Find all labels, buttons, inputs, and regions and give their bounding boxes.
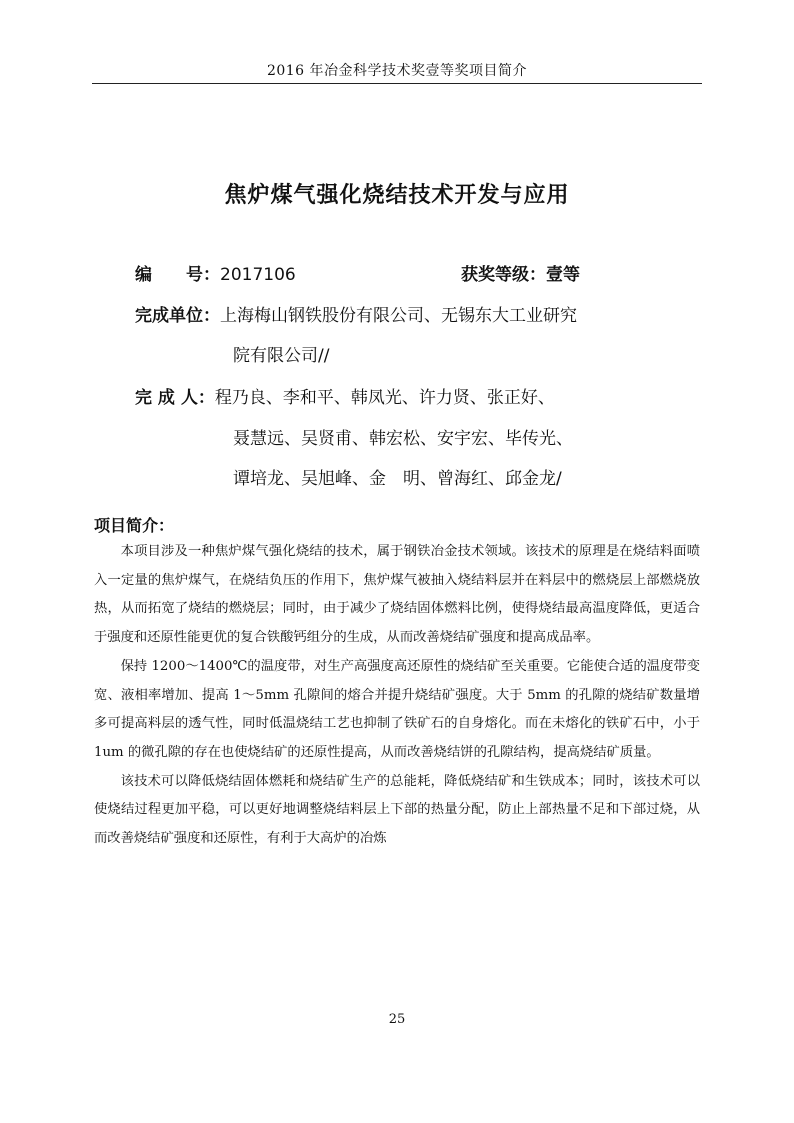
people-line-3: 谭培龙、吴旭峰、金 明、曾海红、邱金龙/ <box>233 469 562 489</box>
section-body <box>94 538 700 854</box>
paragraph: 保持 1200～1400℃的温度带，对生产高强度高还原性的烧结矿至关重要。它能使合适的温度带变宽、液相率增加、提高 1～5mm 孔隙间的熔合并提升烧结矿强度。大于 5mm 的孔隙的烧结矿数量增多可提高料层的透气性，同时低温烧结工艺也抑制了铁矿石的自身熔化。而在未熔化的铁矿石中，小于 1um 的微孔隙的存在也使烧结矿的还原性提高，从而改善烧结饼的孔隙结构，提高烧结矿质量。 <box>94 658 700 760</box>
award-row <box>461 260 580 285</box>
award-label: 获奖等级： <box>461 265 546 285</box>
people-row <box>135 383 555 408</box>
unit-line-1: 上海梅山钢铁股份有限公司、无锡东大工业研究 <box>220 306 577 326</box>
document-title: 焦炉煤气强化烧结技术开发与应用 <box>224 183 570 208</box>
page-header: 2016 年冶金科学技术奖壹等奖项目简介 <box>266 63 528 79</box>
people-label: 完 成 人： <box>135 388 215 408</box>
unit-row <box>135 301 577 326</box>
award-value: 壹等 <box>546 265 580 285</box>
paragraph: 该技术可以降低烧结固体燃耗和烧结矿生产的总能耗，降低烧结矿和生铁成本；同时，该技术可以使烧结过程更加平稳，可以更好地调整烧结料层上下部的热量分配，防止上部热量不足和下部过烧，从而改善烧结矿强度和还原性，有利于大高炉的冶炼 <box>94 773 700 847</box>
section-title: 项目简介： <box>94 516 175 535</box>
number-label: 编 号： <box>135 265 220 285</box>
unit-label: 完成单位： <box>135 306 220 326</box>
people-line-2: 聂慧远、吴贤甫、韩宏松、安宇宏、毕传光、 <box>233 429 573 449</box>
header-divider <box>92 83 702 84</box>
page-number: 25 <box>388 1012 406 1027</box>
people-line-1: 程乃良、李和平、韩凤光、许力贤、张正好、 <box>214 388 555 408</box>
paragraph: 本项目涉及一种焦炉煤气强化烧结的技术，属于钢铁冶金技术领域。该技术的原理是在烧结料面喷入一定量的焦炉煤气，在烧结负压的作用下，焦炉煤气被抽入烧结料层并在料层中的燃烧层上部燃烧放热，从而拓宽了烧结的燃烧层；同时，由于减少了烧结固体燃料比例，使得烧结最高温度降低，更适合于强度和还原性能更优的复合铁酸钙组分的生成，从而改善烧结矿强度和提高成品率。 <box>94 544 700 646</box>
number-row <box>135 260 296 285</box>
unit-line-2: 院有限公司// <box>233 346 330 366</box>
number-value: 2017106 <box>220 265 296 285</box>
